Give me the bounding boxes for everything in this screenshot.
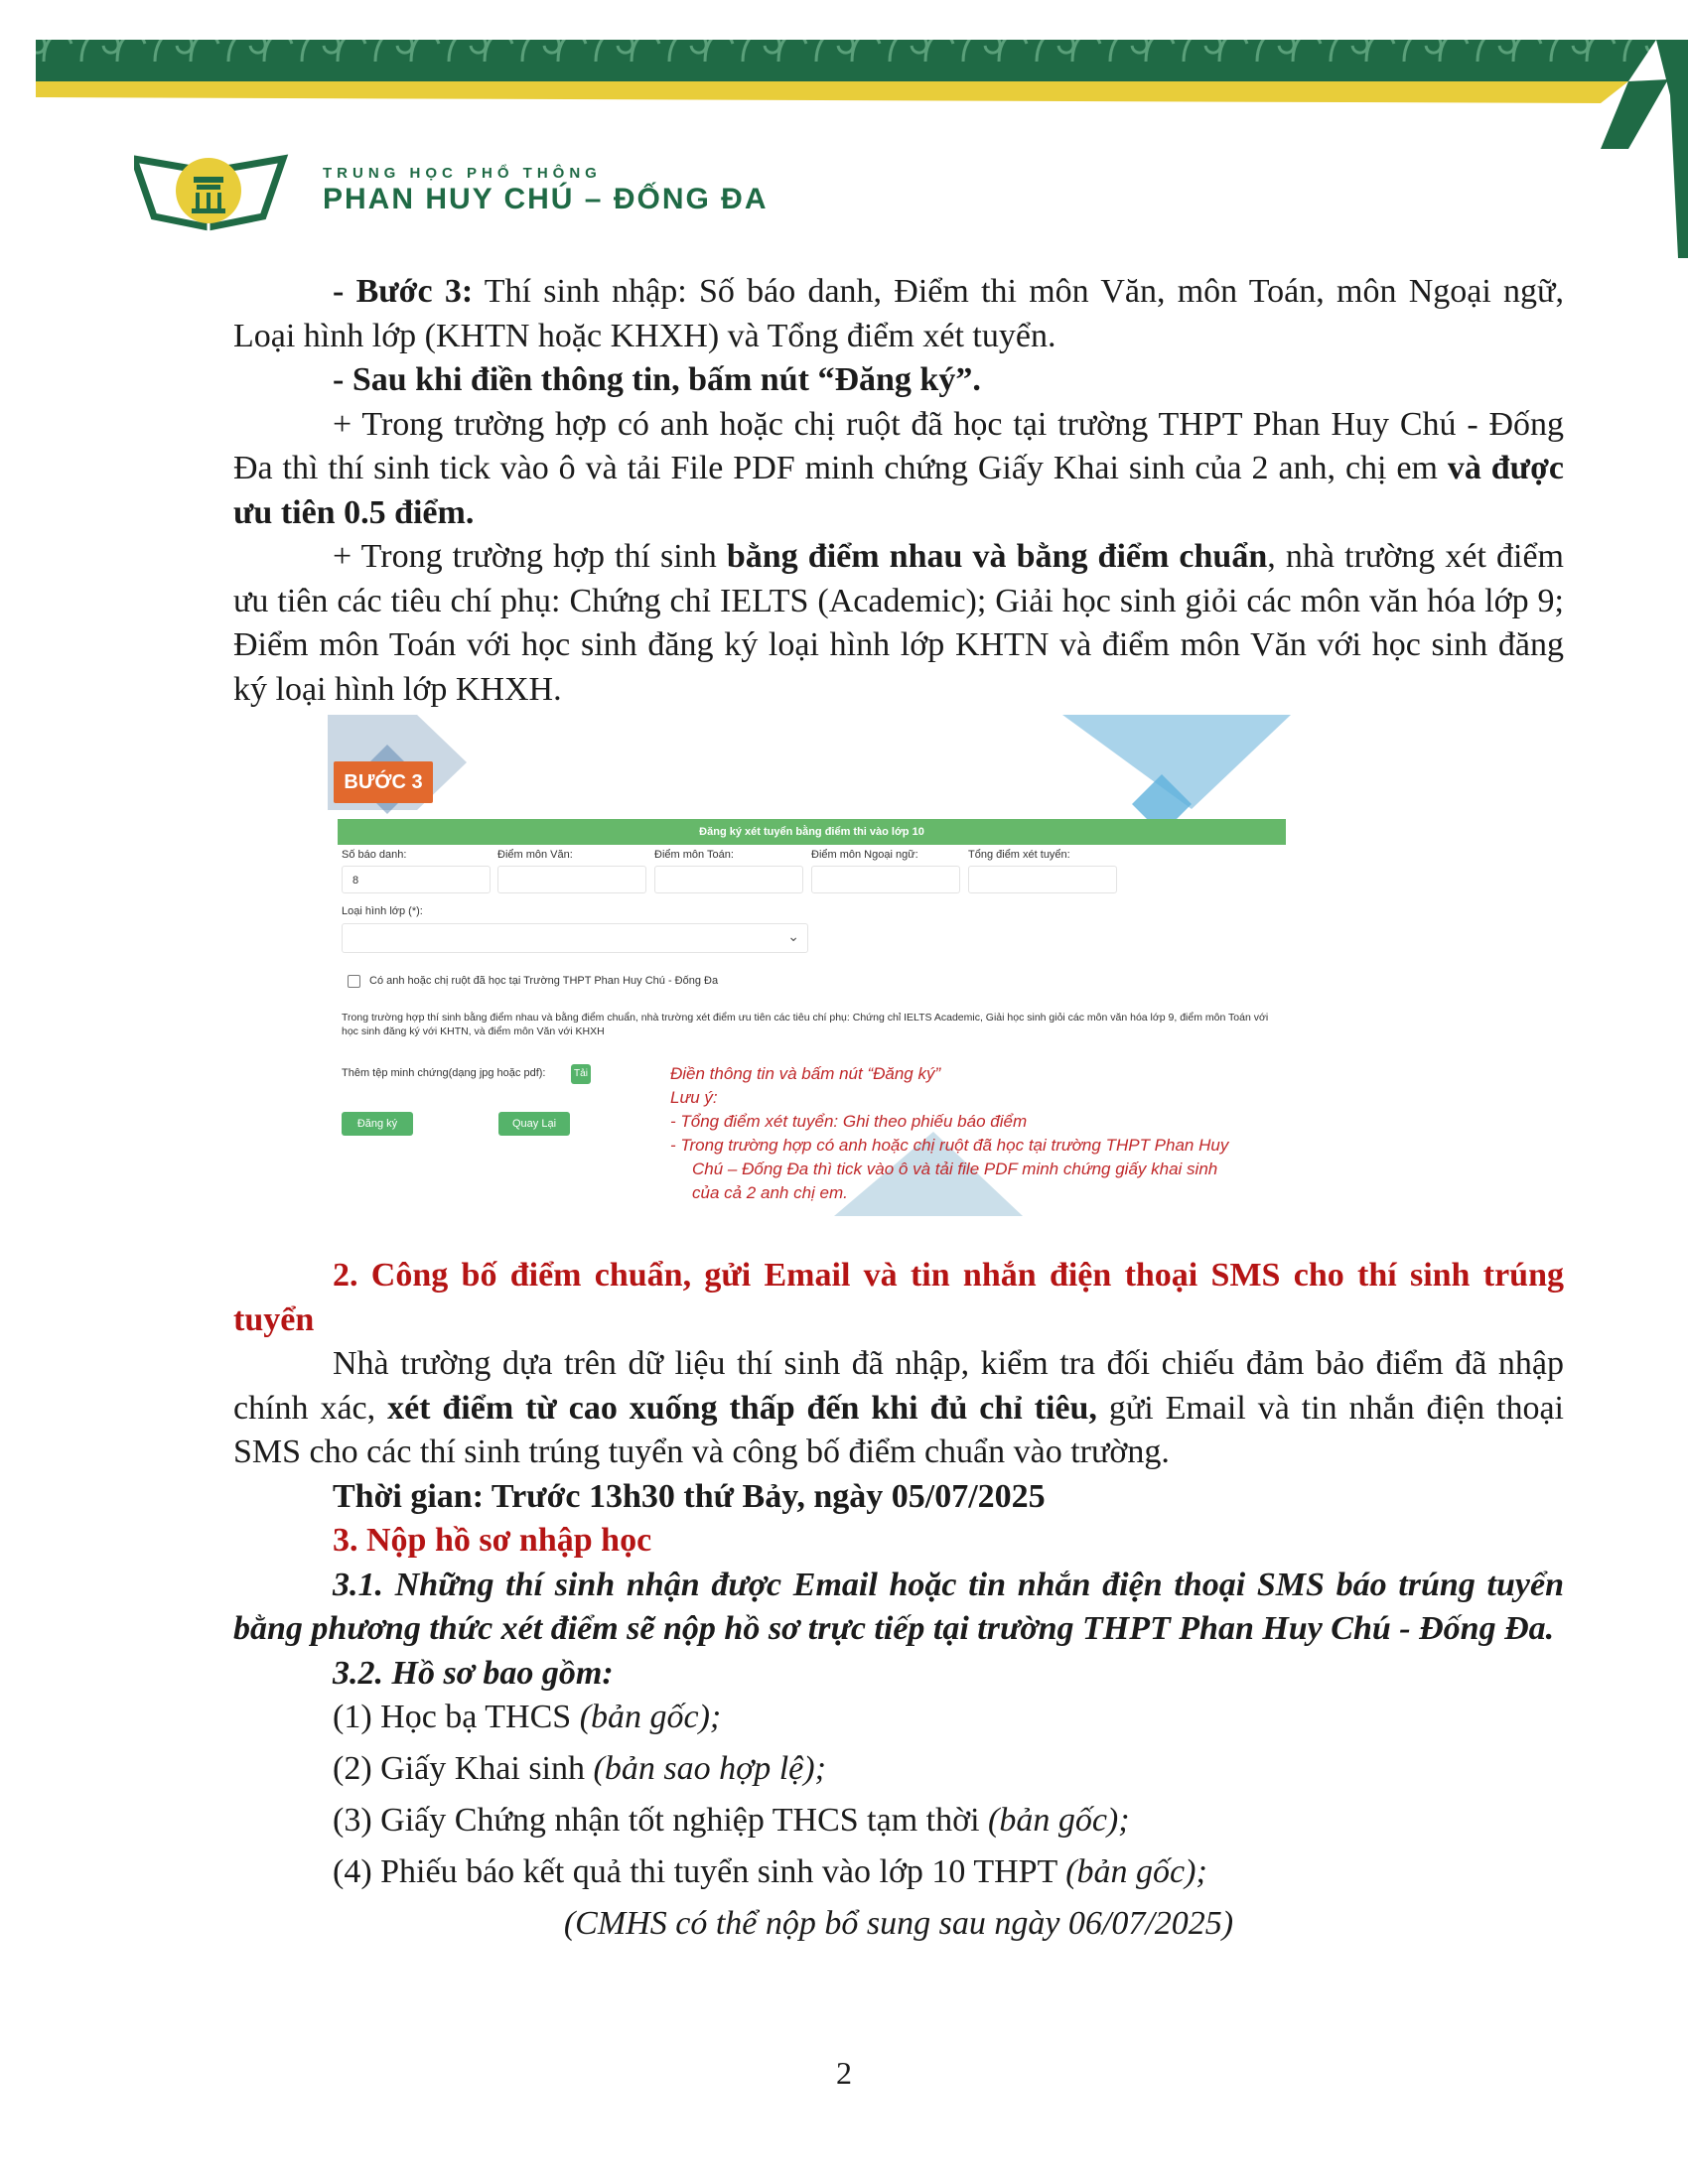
section3-sub31: 3.1. Những thí sinh nhận được Email hoặc tin nhắn điện thoại SMS báo trúng tuyển bằng phương thức xét điểm sẽ nộp hồ sơ trực tiếp tại trường THPT Phan Huy Chú - Đống Đa. (233, 1566, 1564, 1647)
chevron-down-icon: ⌄ (787, 928, 799, 944)
field-label-total-score: Tổng điểm xét tuyển: (968, 849, 1070, 861)
upload-button: Tải (571, 1064, 591, 1084)
literature-score-input (497, 866, 646, 893)
back-button: Quay Lại (498, 1112, 570, 1136)
section3-heading: 3. Nộp hồ sơ nhập học (333, 1522, 652, 1559)
list-item: (4) Phiếu báo kết quả thi tuyển sinh vào lớp 10 THPT (bản gốc); (333, 1853, 1207, 1890)
math-score-input (654, 866, 803, 893)
step3-badge: BƯỚC 3 (334, 761, 433, 803)
field-label-foreign-language: Điểm môn Ngoại ngữ: (811, 849, 918, 861)
section2-heading: 2. Công bố điểm chuẩn, gửi Email và tin nhắn điện thoại SMS cho thí sinh trúng tuyển (233, 1257, 1564, 1338)
field-label-math: Điểm môn Toán: (654, 849, 734, 861)
foreign-language-score-input (811, 866, 960, 893)
class-type-label: Loại hình lớp (*): (342, 905, 423, 917)
sibling-checkbox (348, 975, 360, 988)
section2 (233, 1254, 1564, 1519)
field-label-literature: Điểm môn Văn: (497, 849, 573, 861)
section3-footnote: (CMHS có thể nộp bổ sung sau ngày 06/07/2025) (563, 1905, 1234, 1942)
sibling-checkbox-label: Có anh hoặc chị ruột đã học tại Trường THPT Phan Huy Chú - Đống Đa (369, 975, 719, 987)
form-title-bar: Đăng ký xét tuyển bằng điểm thi vào lớp 10 (338, 819, 1286, 845)
list-item: (1) Học bạ THCS (bản gốc); (333, 1699, 722, 1735)
class-type-select (342, 923, 808, 953)
total-score-input (968, 866, 1117, 893)
after-fill-note: - Sau khi điền thông tin, bấm nút “Đăng ký”. (333, 361, 981, 398)
step3-section (233, 270, 1564, 712)
annotation-line1: Điền thông tin và bấm nút “Đăng ký” (670, 1064, 941, 1083)
candidate-number-input: 8 (342, 866, 491, 893)
register-button: Đăng ký (342, 1112, 413, 1136)
registration-form-screenshot (328, 715, 1291, 1216)
attach-label: Thêm tệp minh chứng(dạng jpg hoặc pdf): (342, 1067, 546, 1079)
annotation-bullet2: - Trong trường hợp có anh hoặc chị ruột đã học tại trường THPT Phan Huy Chú – Đống Đa thì tick vào ô và tải file PDF minh chứng giấy khai sinh của cả 2 anh chị em. (670, 1136, 1229, 1202)
sibling-paragraph: + Trong trường hợp có anh hoặc chị ruột đã học tại trường THPT Phan Huy Chú - Đống Đa thì thí sinh tick vào ô và tải File PDF minh chứng Giấy Khai sinh của 2 anh, chị em và được ưu tiên 0.5 điểm. (233, 405, 1565, 531)
step3-paragraph: - Bước 3: Thí sinh nhập: Số báo danh, Điểm thi môn Văn, môn Toán, môn Ngoại ngữ, Loại hình lớp (KHTN hoặc KHXH) và Tổng điểm xét tuyển. (233, 273, 1564, 354)
school-tagline: TRUNG HỌC PHỔ THÔNG (323, 165, 602, 182)
list-item: (3) Giấy Chứng nhận tốt nghiệp THCS tạm thời (bản gốc); (333, 1802, 1130, 1839)
school-name: PHAN HUY CHÚ – ĐỐNG ĐA (323, 183, 769, 215)
tie-break-note: Trong trường hợp thí sinh bằng điểm nhau và bằng điểm chuẩn, nhà trường xét điểm ưu tiên các tiêu chí phụ: Chứng chỉ IELTS Academic, Giải học sinh giỏi các môn văn hóa lớp 9, điểm môn Toán với học sinh đăng ký với KHTN, và điểm môn Văn với KHXH (342, 1012, 1269, 1037)
page-number: 2 (836, 2055, 852, 2091)
tie-paragraph: + Trong trường hợp thí sinh bằng điểm nhau và bằng điểm chuẩn, nhà trường xét điểm ưu tiên các tiêu chí phụ: Chứng chỉ IELTS (Academic); Giải học sinh giỏi các môn văn hóa lớp 9; Điểm môn Toán với học sinh đăng ký loại hình lớp KHTN và điểm môn Văn với học sinh đăng ký loại hình lớp KHXH. (233, 538, 1564, 708)
section2-paragraph: Nhà trường dựa trên dữ liệu thí sinh đã nhập, kiểm tra đối chiếu đảm bảo điểm đã nhập chính xác, xét điểm từ cao xuống thấp đến khi đủ chỉ tiêu, gửi Email và tin nhắn điện thoại SMS cho các thí sinh trúng tuyển và công bố điểm chuẩn vào trường. (233, 1345, 1564, 1470)
section2-time: Thời gian: Trước 13h30 thứ Bảy, ngày 05/07/2025 (333, 1477, 1046, 1515)
section3 (233, 1519, 1564, 1947)
annotation-bullet1: - Tổng điểm xét tuyển: Ghi theo phiếu báo điểm (670, 1112, 1028, 1131)
instruction-annotation (670, 1062, 1246, 1205)
school-logo (134, 149, 293, 238)
list-item: (2) Giấy Khai sinh (bản sao hợp lệ); (333, 1750, 826, 1787)
section3-sub32: 3.2. Hồ sơ bao gồm: (333, 1654, 614, 1692)
field-label-candidate-number: Số báo danh: (342, 849, 407, 861)
documents-list (233, 1696, 1564, 1894)
annotation-line2: Lưu ý: (670, 1088, 718, 1107)
